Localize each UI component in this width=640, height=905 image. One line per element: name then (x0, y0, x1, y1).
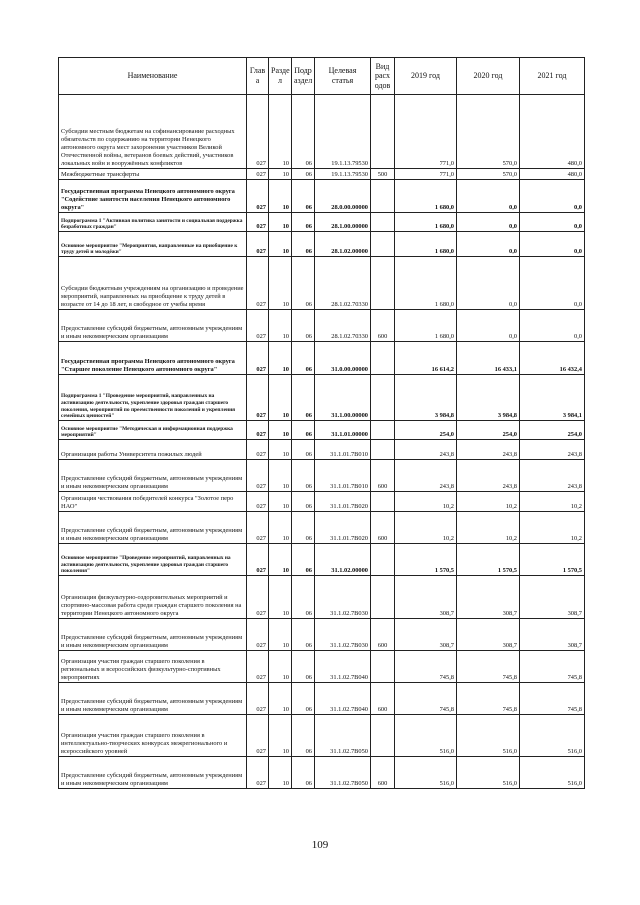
cell-2020: 3 984,8 (457, 375, 520, 421)
cell-target: 28.1.00.00000 (315, 213, 371, 232)
cell-2019: 1 680,0 (395, 257, 457, 310)
cell-podrazdel: 06 (292, 651, 315, 683)
cell-2020: 0,0 (457, 257, 520, 310)
cell-name: Организация чествования победителей конкурса "Золотое перо НАО" (59, 492, 247, 512)
cell-2021: 0,0 (520, 180, 585, 213)
cell-glava: 027 (247, 576, 269, 619)
cell-glava: 027 (247, 715, 269, 757)
cell-2019: 243,8 (395, 440, 457, 460)
cell-vid (371, 342, 395, 375)
cell-razdel: 10 (269, 651, 292, 683)
table-row (59, 257, 585, 310)
header-name: Наименование (59, 58, 247, 95)
cell-glava: 027 (247, 544, 269, 576)
table-row (59, 421, 585, 440)
cell-name: Организация работы Университета пожилых людей (59, 440, 247, 460)
cell-podrazdel: 06 (292, 619, 315, 651)
cell-2019: 1 680,0 (395, 180, 457, 213)
cell-target: 31.1.01.7В010 (315, 440, 371, 460)
cell-2020: 570,0 (457, 169, 520, 180)
cell-target: 31.1.02.7В050 (315, 757, 371, 789)
cell-2019: 516,0 (395, 757, 457, 789)
cell-target: 31.1.01.7В020 (315, 512, 371, 544)
cell-name: Основное мероприятие "Мероприятия, направленные на приобщение к труду детей и молодёжи" (59, 232, 247, 257)
cell-target: 31.1.02.7В050 (315, 715, 371, 757)
table-body (59, 95, 585, 789)
cell-podrazdel: 06 (292, 440, 315, 460)
table-row (59, 757, 585, 789)
cell-target: 31.0.00.00000 (315, 342, 371, 375)
cell-glava: 027 (247, 683, 269, 715)
cell-2021: 16 432,4 (520, 342, 585, 375)
cell-podrazdel: 06 (292, 169, 315, 180)
cell-name: Подпрограмма 1 "Активная политика занятости и социальная поддержка безработных граждан" (59, 213, 247, 232)
cell-podrazdel: 06 (292, 232, 315, 257)
cell-glava: 027 (247, 232, 269, 257)
cell-2021: 480,0 (520, 169, 585, 180)
cell-razdel: 10 (269, 683, 292, 715)
cell-2019: 308,7 (395, 576, 457, 619)
cell-name: Предоставление субсидий бюджетным, автономным учреждениям и иным некоммерческим организациям (59, 460, 247, 492)
cell-razdel: 10 (269, 257, 292, 310)
cell-name: Основное мероприятие "Методическая и информационная поддержка мероприятий" (59, 421, 247, 440)
cell-2020: 0,0 (457, 232, 520, 257)
cell-podrazdel: 06 (292, 375, 315, 421)
cell-glava: 027 (247, 342, 269, 375)
table-row (59, 492, 585, 512)
cell-vid (371, 257, 395, 310)
cell-glava: 027 (247, 95, 269, 169)
cell-vid (371, 440, 395, 460)
cell-2020: 0,0 (457, 310, 520, 342)
cell-podrazdel: 06 (292, 544, 315, 576)
cell-target: 31.1.01.7В010 (315, 460, 371, 492)
cell-podrazdel: 06 (292, 757, 315, 789)
cell-2021: 745,8 (520, 651, 585, 683)
cell-glava: 027 (247, 440, 269, 460)
page-number: 109 (311, 839, 329, 851)
cell-glava: 027 (247, 619, 269, 651)
cell-2019: 308,7 (395, 619, 457, 651)
table-row (59, 460, 585, 492)
cell-glava: 027 (247, 512, 269, 544)
cell-2020: 745,8 (457, 651, 520, 683)
cell-vid (371, 180, 395, 213)
table-row (59, 576, 585, 619)
table-row (59, 651, 585, 683)
cell-name: Субсидии бюджетным учреждениям на организацию и проведение мероприятий, направленных на приобщение к труду детей в возрасте от 14 до 18 лет, в свободное от учебы время (59, 257, 247, 310)
cell-target: 31.1.02.7В030 (315, 619, 371, 651)
table-row (59, 342, 585, 375)
cell-glava: 027 (247, 213, 269, 232)
table-row (59, 232, 585, 257)
cell-vid (371, 213, 395, 232)
cell-2021: 0,0 (520, 232, 585, 257)
cell-name: Подпрограмма 1 "Проведение мероприятий, направленных на активизацию деятельности, укрепление здоровья граждан старшего поколения, мероприятий по преемственности поколений и укрепления семейных ценностей" (59, 375, 247, 421)
cell-2019: 1 680,0 (395, 310, 457, 342)
cell-razdel: 10 (269, 492, 292, 512)
cell-target: 31.1.00.00000 (315, 375, 371, 421)
cell-vid (371, 95, 395, 169)
cell-2021: 516,0 (520, 757, 585, 789)
cell-2021: 516,0 (520, 715, 585, 757)
cell-2020: 1 570,5 (457, 544, 520, 576)
cell-razdel: 10 (269, 169, 292, 180)
cell-vid (371, 492, 395, 512)
table-row (59, 619, 585, 651)
cell-podrazdel: 06 (292, 576, 315, 619)
cell-razdel: 10 (269, 342, 292, 375)
cell-podrazdel: 06 (292, 95, 315, 169)
cell-2021: 0,0 (520, 257, 585, 310)
cell-name: Предоставление субсидий бюджетным, автономным учреждениям и иным некоммерческим организациям (59, 310, 247, 342)
header-2020: 2020 год (457, 58, 520, 95)
table-row (59, 310, 585, 342)
cell-razdel: 10 (269, 715, 292, 757)
cell-vid: 600 (371, 310, 395, 342)
cell-2019: 10,2 (395, 492, 457, 512)
cell-2020: 10,2 (457, 492, 520, 512)
cell-name: Межбюджетные трансферты (59, 169, 247, 180)
cell-2019: 254,0 (395, 421, 457, 440)
cell-target: 28.0.00.00000 (315, 180, 371, 213)
header-target: Целевая статья (315, 58, 371, 95)
cell-target: 28.1.02.70330 (315, 310, 371, 342)
cell-glava: 027 (247, 180, 269, 213)
cell-name: Организация физкультурно-оздоровительных мероприятий и спортивно-массовая работа среди граждан старшего поколения на территории Ненецкого автономного округа (59, 576, 247, 619)
cell-2019: 771,0 (395, 169, 457, 180)
cell-2021: 745,8 (520, 683, 585, 715)
cell-2021: 308,7 (520, 576, 585, 619)
cell-2021: 308,7 (520, 619, 585, 651)
cell-2021: 1 570,5 (520, 544, 585, 576)
cell-2021: 254,0 (520, 421, 585, 440)
cell-vid (371, 576, 395, 619)
cell-vid: 600 (371, 460, 395, 492)
cell-glava: 027 (247, 651, 269, 683)
cell-2020: 570,0 (457, 95, 520, 169)
cell-2019: 516,0 (395, 715, 457, 757)
cell-vid (371, 715, 395, 757)
cell-name: Основное мероприятие "Проведение мероприятий, направленных на активизацию деятельности, укрепление здоровья граждан старшего поколения" (59, 544, 247, 576)
cell-vid (371, 421, 395, 440)
cell-razdel: 10 (269, 232, 292, 257)
cell-2019: 16 614,2 (395, 342, 457, 375)
cell-target: 31.1.02.7В040 (315, 683, 371, 715)
cell-2021: 10,2 (520, 512, 585, 544)
cell-2020: 745,8 (457, 683, 520, 715)
cell-podrazdel: 06 (292, 421, 315, 440)
cell-2020: 243,8 (457, 460, 520, 492)
cell-podrazdel: 06 (292, 310, 315, 342)
cell-vid (371, 375, 395, 421)
cell-name: Государственная программа Ненецкого автономного округа "Старшее поколение Ненецкого автономного округа" (59, 342, 247, 375)
header-podrazdel: Подр аздел (292, 58, 315, 95)
header-2019: 2019 год (395, 58, 457, 95)
cell-razdel: 10 (269, 512, 292, 544)
cell-podrazdel: 06 (292, 492, 315, 512)
cell-razdel: 10 (269, 375, 292, 421)
cell-glava: 027 (247, 257, 269, 310)
cell-razdel: 10 (269, 421, 292, 440)
cell-vid (371, 232, 395, 257)
table-row (59, 715, 585, 757)
cell-2020: 516,0 (457, 757, 520, 789)
cell-2021: 243,8 (520, 460, 585, 492)
cell-glava: 027 (247, 310, 269, 342)
header-vid: Вид расх одов (371, 58, 395, 95)
cell-podrazdel: 06 (292, 257, 315, 310)
cell-name: Государственная программа Ненецкого автономного округа "Содействие занятости населения Ненецкого автономного округа" (59, 180, 247, 213)
cell-razdel: 10 (269, 95, 292, 169)
cell-podrazdel: 06 (292, 512, 315, 544)
cell-2020: 10,2 (457, 512, 520, 544)
cell-target: 31.1.02.00000 (315, 544, 371, 576)
cell-glava: 027 (247, 460, 269, 492)
table-row (59, 375, 585, 421)
cell-2019: 745,8 (395, 683, 457, 715)
cell-2020: 516,0 (457, 715, 520, 757)
cell-target: 19.1.13.79530 (315, 169, 371, 180)
cell-podrazdel: 06 (292, 715, 315, 757)
cell-glava: 027 (247, 375, 269, 421)
cell-name: Предоставление субсидий бюджетным, автономным учреждениям и иным некоммерческим организациям (59, 683, 247, 715)
cell-razdel: 10 (269, 757, 292, 789)
budget-table (58, 57, 585, 789)
table-row (59, 213, 585, 232)
cell-glava: 027 (247, 492, 269, 512)
cell-name: Предоставление субсидий бюджетным, автономным учреждениям и иным некоммерческим организациям (59, 757, 247, 789)
cell-2020: 243,8 (457, 440, 520, 460)
cell-glava: 027 (247, 757, 269, 789)
cell-razdel: 10 (269, 180, 292, 213)
cell-2021: 0,0 (520, 310, 585, 342)
cell-2021: 10,2 (520, 492, 585, 512)
table-row (59, 169, 585, 180)
cell-glava: 027 (247, 169, 269, 180)
cell-razdel: 10 (269, 310, 292, 342)
cell-2019: 745,8 (395, 651, 457, 683)
cell-vid: 600 (371, 512, 395, 544)
cell-target: 28.1.02.00000 (315, 232, 371, 257)
cell-podrazdel: 06 (292, 342, 315, 375)
cell-vid: 500 (371, 169, 395, 180)
cell-vid (371, 651, 395, 683)
table-row (59, 95, 585, 169)
cell-razdel: 10 (269, 619, 292, 651)
cell-2019: 1 680,0 (395, 232, 457, 257)
cell-2020: 0,0 (457, 213, 520, 232)
cell-2020: 0,0 (457, 180, 520, 213)
cell-name: Организация участия граждан старшего поколения в региональных и всероссийских физкультурно-спортивных мероприятиях (59, 651, 247, 683)
cell-podrazdel: 06 (292, 683, 315, 715)
cell-razdel: 10 (269, 213, 292, 232)
cell-glava: 027 (247, 421, 269, 440)
cell-2020: 16 433,1 (457, 342, 520, 375)
cell-target: 31.1.02.7В040 (315, 651, 371, 683)
cell-vid: 600 (371, 683, 395, 715)
cell-name: Предоставление субсидий бюджетным, автономным учреждениям и иным некоммерческим организациям (59, 512, 247, 544)
header-row (59, 58, 585, 95)
cell-name: Субсидии местным бюджетам на софинансирование расходных обязательств по содержанию на территории Ненецкого автономного округа мест захоронения участников Великой Отечественной войны, ветеранов боевых действий, участников локальных войн и вооружённых конфликтов (59, 95, 247, 169)
cell-2019: 771,0 (395, 95, 457, 169)
cell-2021: 0,0 (520, 213, 585, 232)
cell-target: 28.1.02.70330 (315, 257, 371, 310)
cell-2019: 1 570,5 (395, 544, 457, 576)
cell-razdel: 10 (269, 460, 292, 492)
table-row (59, 683, 585, 715)
cell-vid: 600 (371, 757, 395, 789)
cell-2020: 308,7 (457, 619, 520, 651)
cell-name: Предоставление субсидий бюджетным, автономным учреждениям и иным некоммерческим организациям (59, 619, 247, 651)
cell-2019: 1 680,0 (395, 213, 457, 232)
cell-2019: 243,8 (395, 460, 457, 492)
cell-target: 31.1.02.7В030 (315, 576, 371, 619)
cell-podrazdel: 06 (292, 180, 315, 213)
cell-2020: 254,0 (457, 421, 520, 440)
header-razdel: Разде л (269, 58, 292, 95)
cell-target: 31.1.01.00000 (315, 421, 371, 440)
table-row (59, 180, 585, 213)
cell-vid (371, 544, 395, 576)
cell-podrazdel: 06 (292, 213, 315, 232)
header-2021: 2021 год (520, 58, 585, 95)
cell-name: Организация участия граждан старшего поколения в интеллектуально-творческих конкурсах межрегионального и всероссийского уровней (59, 715, 247, 757)
cell-2021: 243,8 (520, 440, 585, 460)
cell-razdel: 10 (269, 544, 292, 576)
cell-2021: 480,0 (520, 95, 585, 169)
cell-vid: 600 (371, 619, 395, 651)
cell-2021: 3 984,1 (520, 375, 585, 421)
cell-target: 31.1.01.7В020 (315, 492, 371, 512)
cell-2019: 10,2 (395, 512, 457, 544)
table-row (59, 512, 585, 544)
table-row (59, 440, 585, 460)
cell-razdel: 10 (269, 576, 292, 619)
cell-razdel: 10 (269, 440, 292, 460)
table-row (59, 544, 585, 576)
header-glava: Глав а (247, 58, 269, 95)
cell-2020: 308,7 (457, 576, 520, 619)
budget-sheet (58, 57, 584, 789)
cell-target: 19.1.13.79530 (315, 95, 371, 169)
cell-podrazdel: 06 (292, 460, 315, 492)
cell-2019: 3 984,8 (395, 375, 457, 421)
